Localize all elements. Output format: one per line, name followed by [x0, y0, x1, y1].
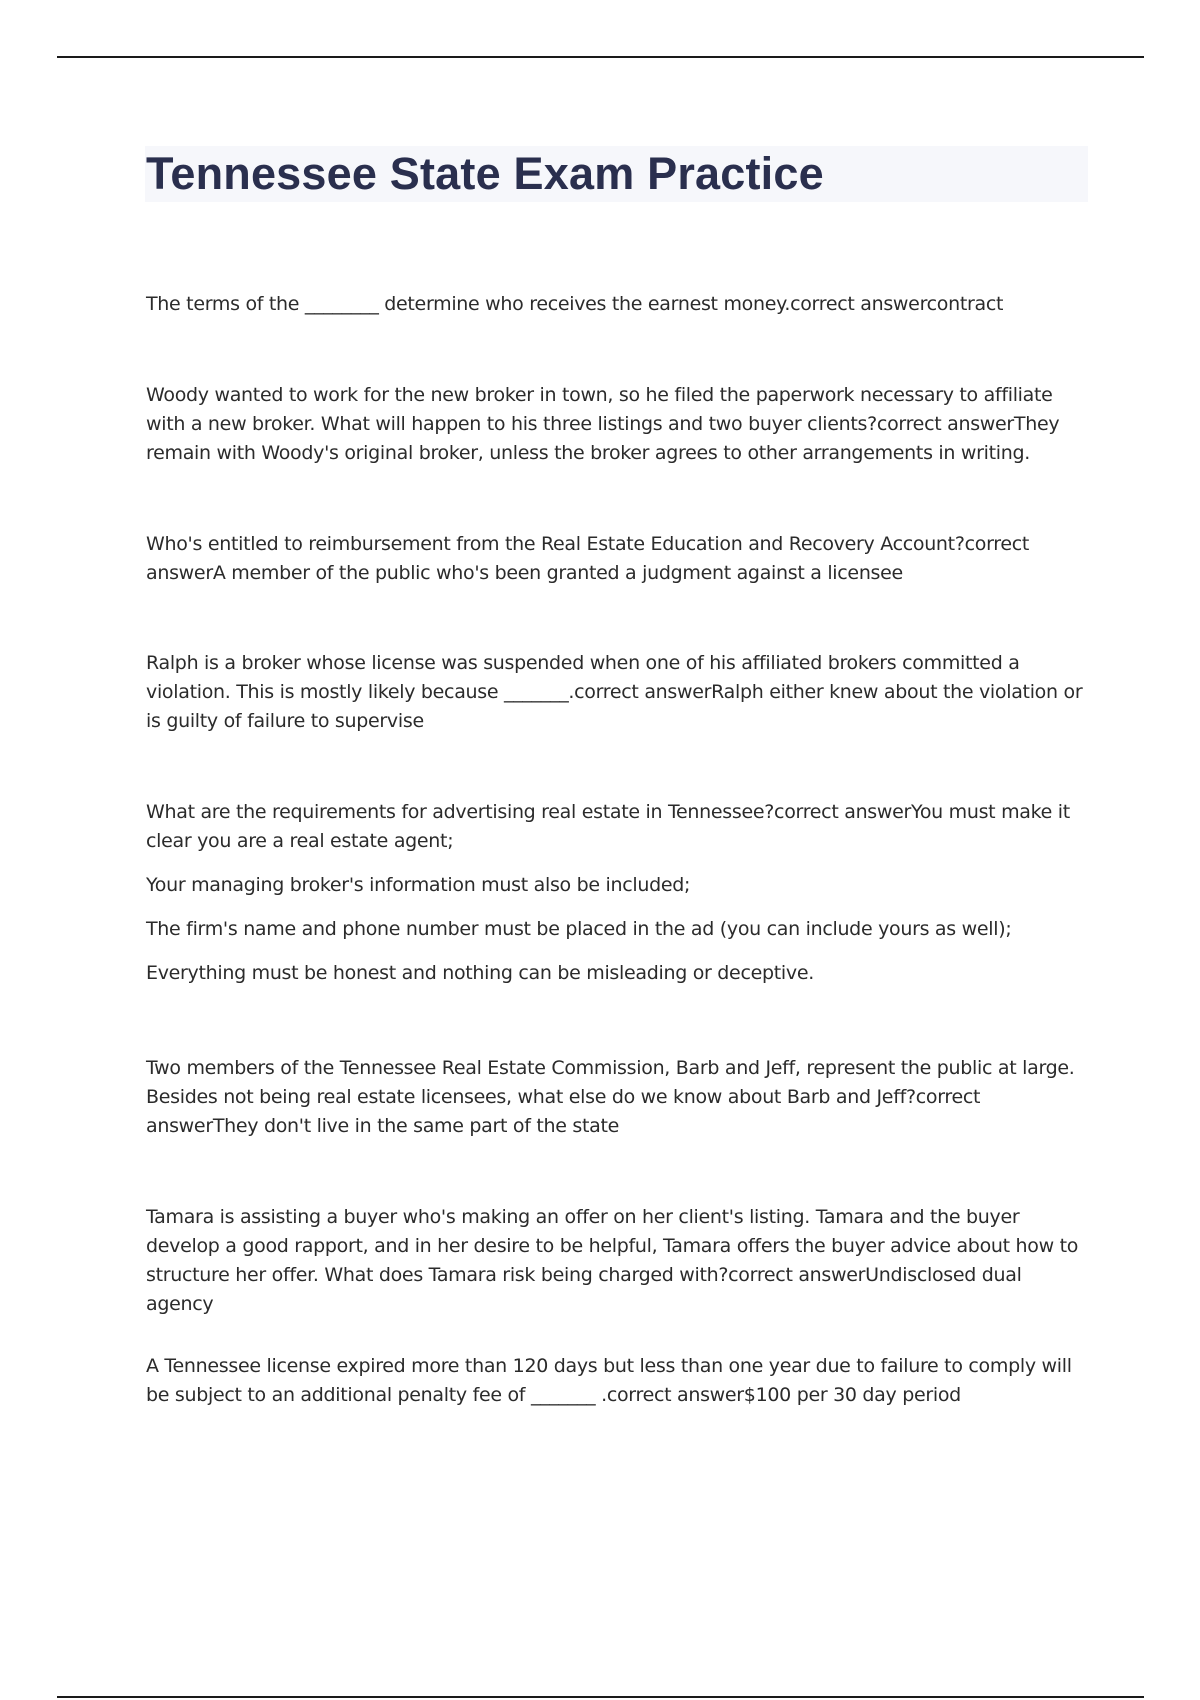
qa-extra-line: Your managing broker's information must also be included;: [146, 874, 691, 896]
qa-item-2: [146, 381, 1091, 468]
qa-item-1: [146, 290, 1091, 319]
qa-text: Who's entitled to reimbursement from the Real Estate Education and Recovery Account?correct answerA member of the public who's been granted a judgment against a licensee: [146, 533, 1030, 584]
document-title: Tennessee State Exam Practice: [146, 148, 824, 199]
qa-text: Two members of the Tennessee Real Estate Commission, Barb and Jeff, represent the public at large. Besides not being real estate licensees, what else do we know about Barb and Jeff?correct answerThey don't live in the same part of the state: [146, 1057, 1075, 1137]
qa-text: A Tennessee license expired more than 120 days but less than one year due to failure to comply will be subject to an additional penalty fee of _______ .correct answer$100 per 30 day period: [146, 1355, 1072, 1406]
qa-item-8: [146, 1352, 1091, 1410]
header-rule: [57, 56, 1144, 58]
footer-rule: [57, 1696, 1144, 1698]
qa-text: Tamara is assisting a buyer who's making an offer on her client's listing. Tamara and the buyer develop a good rapport, and in her desire to be helpful, Tamara offers the buyer advice about how to structure her offer. What does Tamara risk being charged with?correct answerUndisclosed dual agency: [146, 1206, 1079, 1315]
qa-item-6: [146, 1054, 1091, 1141]
qa-extra-line: The firm's name and phone number must be placed in the ad (you can include yours as well);: [146, 918, 1012, 940]
qa-item-4: [146, 649, 1091, 736]
qa-text: Woody wanted to work for the new broker in town, so he filed the paperwork necessary to affiliate with a new broker. What will happen to his three listings and two buyer clients?correct answerThey remain with Woody's original broker, unless the broker agrees to other arrangements in writing.: [146, 384, 1060, 464]
qa-text: What are the requirements for advertising real estate in Tennessee?correct answerYou must make it clear you are a real estate agent;: [146, 801, 1070, 852]
qa-extra-line: Everything must be honest and nothing can be misleading or deceptive.: [146, 962, 814, 984]
qa-text: Ralph is a broker whose license was suspended when one of his affiliated brokers committed a violation. This is mostly likely because _______.correct answerRalph either knew about the violation or is guilty of failure to supervise: [146, 652, 1083, 732]
qa-item-5: [146, 798, 1091, 988]
qa-item-3: [146, 530, 1091, 588]
qa-text: The terms of the ________ determine who receives the earnest money.correct answercontract: [146, 293, 1004, 315]
qa-item-7: [146, 1203, 1091, 1319]
